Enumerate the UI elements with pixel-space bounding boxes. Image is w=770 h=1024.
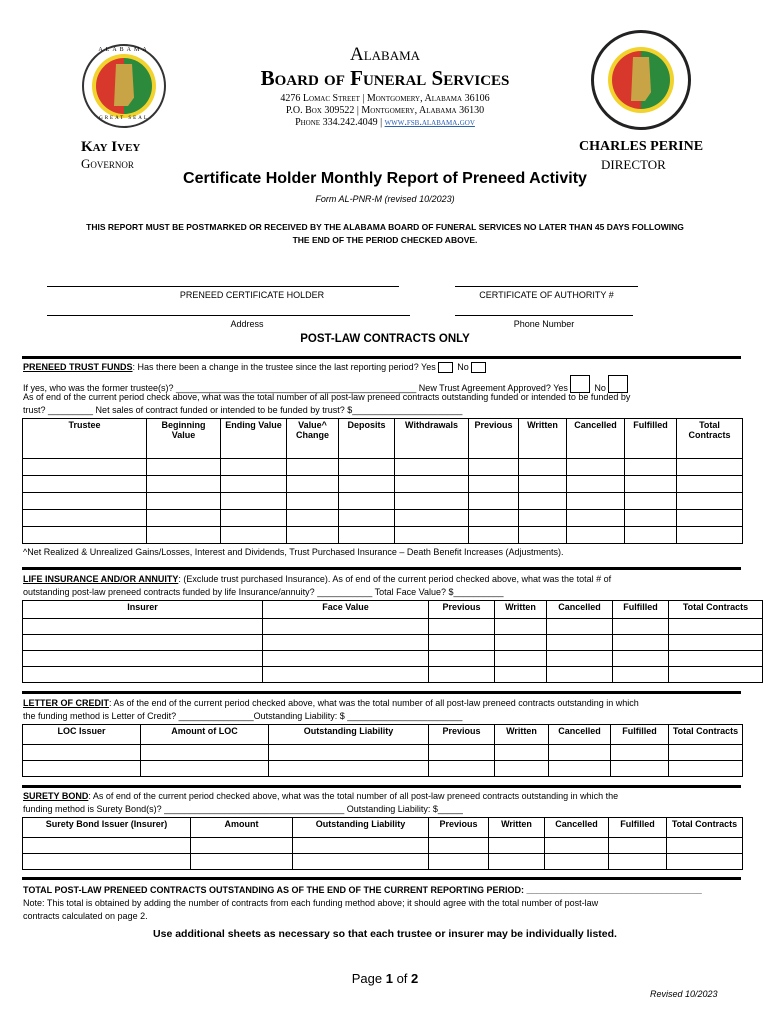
trust-q3: As of end of the current period check above, what was the total number of all post-law preneed contracts outstanding funded or intended to be funded by	[23, 392, 631, 402]
col-outstanding-liability: Outstanding Liability	[269, 725, 429, 745]
col-written: Written	[519, 419, 567, 459]
col-written: Written	[495, 601, 547, 619]
col-total-contracts: Total Contracts	[669, 725, 743, 745]
phone-input[interactable]	[455, 315, 633, 316]
phone-web-line	[230, 117, 540, 128]
trust-change-yes-checkbox[interactable]	[438, 362, 453, 373]
notice-line-1: THIS REPORT MUST BE POSTMARKED OR RECEIVED BY THE ALABAMA BOARD OF FUNERAL SERVICES NO LATER THAN 45 DAYS FOLLOWING	[86, 222, 684, 232]
col-written: Written	[489, 818, 545, 838]
col-withdrawals: Withdrawals	[395, 419, 469, 459]
life-label: LIFE INSURANCE AND/OR ANNUITY	[23, 574, 179, 584]
address-line-1: 4276 Lomac Street | Montgomery, Alabama 36106	[280, 93, 490, 104]
table-row[interactable]	[23, 476, 743, 493]
col-trustee: Trustee	[23, 419, 147, 459]
col-cancelled: Cancelled	[547, 601, 613, 619]
col-fulfilled: Fulfilled	[613, 601, 669, 619]
notice-line-2: THE END OF THE PERIOD CHECKED ABOVE.	[292, 235, 478, 245]
col-previous: Previous	[429, 601, 495, 619]
life-q2: outstanding post-law preneed contracts funded by life Insurance/annuity? ___________ Total Face Value? $__________	[23, 587, 504, 597]
page-current: 1	[385, 971, 393, 986]
phone-label: Phone Number	[513, 319, 575, 327]
life-question-1	[23, 574, 743, 584]
col-loc-issuer: LOC Issuer	[23, 725, 141, 745]
col-total-contracts: Total Contracts	[667, 818, 743, 838]
table-row[interactable]	[23, 510, 743, 527]
address-line-2: P.O. Box 309522 | Montgomery, Alabama 36130	[285, 105, 485, 116]
trust-label: PRENEED TRUST FUNDS	[23, 362, 133, 372]
trust-change-no-checkbox[interactable]	[471, 362, 486, 373]
trust-agreement-no-checkbox[interactable]	[608, 375, 628, 393]
address-label: Address	[230, 319, 264, 327]
holder-label: PRENEED CERTIFICATE HOLDER	[179, 290, 325, 300]
authority-input[interactable]	[455, 286, 638, 287]
table-row[interactable]	[23, 761, 743, 777]
col-amount: Amount	[191, 818, 293, 838]
page-of: of	[392, 971, 412, 986]
table-row[interactable]	[23, 619, 763, 635]
table-row[interactable]	[23, 527, 743, 544]
seal-top-text: ALABAMA	[98, 47, 150, 53]
trust-footnote: ^Net Realized & Unrealized Gains/Losses, Interest and Dividends, Trust Purchased Insurance – Death Benefit Increases (Adjustments).	[23, 547, 564, 557]
page-prefix: Page	[351, 971, 386, 986]
col-total-contracts: Total Contracts	[669, 601, 763, 619]
divider	[22, 356, 741, 359]
table-row[interactable]	[23, 493, 743, 510]
table-row[interactable]	[23, 854, 743, 870]
divider	[22, 785, 741, 788]
revised-date: Revised 10/2023	[650, 989, 718, 999]
col-surety-issuer: Surety Bond Issuer (Insurer)	[23, 818, 191, 838]
trust-agreement-no-label: No	[594, 383, 606, 393]
loc-label: LETTER OF CREDIT	[23, 698, 109, 708]
total-line: TOTAL POST-LAW PRENEED CONTRACTS OUTSTANDING AS OF THE END OF THE CURRENT REPORTING PERIOD: ___________________________________	[23, 885, 702, 895]
col-cancelled: Cancelled	[545, 818, 609, 838]
col-fulfilled: Fulfilled	[625, 419, 677, 459]
col-previous: Previous	[429, 818, 489, 838]
authority-label: CERTIFICATE OF AUTHORITY #	[479, 290, 614, 300]
board-heading: Board of Funeral Services	[260, 66, 510, 90]
surety-q2: funding method is Surety Bond(s)? ____________________________________ Outstanding Liability: $_____	[23, 804, 463, 814]
trust-q2: If yes, who was the former trustee(s)? ________________________________________________ New Trust Agreement Approved? Yes	[23, 383, 568, 393]
phone-text: Phone 334.242.4049 |	[295, 117, 383, 128]
governor-name: Kay Ivey	[81, 139, 141, 155]
col-value-change: Value^ Change	[287, 419, 339, 459]
divider	[22, 877, 741, 880]
trust-q1: : Has there been a change in the trustee since the last reporting period? Yes	[132, 362, 436, 372]
divider	[22, 567, 741, 570]
table-row[interactable]	[23, 745, 743, 761]
col-beginning-value: Beginning Value	[147, 419, 221, 459]
col-written: Written	[495, 725, 549, 745]
surety-label: SURETY BOND	[23, 791, 89, 801]
alabama-great-seal	[82, 44, 166, 128]
state-heading: Alabama	[349, 44, 421, 65]
table-row[interactable]	[23, 838, 743, 854]
trust-question-2	[23, 375, 743, 393]
director-title: DIRECTOR	[601, 157, 666, 172]
seal-bottom-text: GREAT SEAL	[99, 116, 149, 121]
note-line-2: contracts calculated on page 2.	[23, 911, 148, 921]
trust-q4: trust? _________ Net sales of contract funded or intended to be funded by trust? $______________________	[23, 405, 463, 415]
col-cancelled: Cancelled	[567, 419, 625, 459]
website-link[interactable]: www.fsb.alabama.gov	[384, 117, 475, 128]
loc-table	[22, 724, 743, 777]
col-total-contracts: Total Contracts	[677, 419, 743, 459]
col-fulfilled: Fulfilled	[609, 818, 667, 838]
life-q1: : (Exclude trust purchased Insurance). As of end of the current period checked above, what was the total # of	[178, 574, 612, 584]
page-title: Certificate Holder Monthly Report of Preneed Activity	[183, 170, 587, 187]
trust-question-1	[23, 362, 743, 373]
table-row[interactable]	[23, 635, 763, 651]
life-table	[22, 600, 763, 683]
table-row[interactable]	[23, 651, 763, 667]
loc-q2: the funding method is Letter of Credit? _______________Outstanding Liability: $ _______________________	[23, 711, 463, 721]
col-ending-value: Ending Value	[221, 419, 287, 459]
col-amount-of-loc: Amount of LOC	[141, 725, 269, 745]
additional-sheets-note: Use additional sheets as necessary so that each trustee or insurer may be individually listed.	[153, 928, 617, 940]
col-fulfilled: Fulfilled	[611, 725, 669, 745]
director-name: CHARLES PERINE	[579, 139, 704, 154]
address-input[interactable]	[47, 315, 410, 316]
col-previous: Previous	[429, 725, 495, 745]
surety-table	[22, 817, 743, 870]
col-outstanding-liability: Outstanding Liability	[293, 818, 429, 838]
form-id: Form AL-PNR-M (revised 10/2023)	[315, 194, 455, 204]
table-row[interactable]	[23, 459, 743, 476]
page-number	[300, 971, 470, 986]
holder-input[interactable]	[47, 286, 399, 287]
postlaw-heading: POST-LAW CONTRACTS ONLY	[300, 333, 470, 345]
trust-no-label: No	[457, 362, 469, 372]
table-row[interactable]	[23, 667, 763, 683]
page-total: 2	[411, 971, 419, 986]
trust-agreement-yes-checkbox[interactable]	[570, 375, 590, 393]
trust-table	[22, 418, 743, 544]
loc-q1: : As of the end of the current period checked above, what was the total number of all post-law preneed contracts outstanding in which	[109, 698, 639, 708]
col-cancelled: Cancelled	[549, 725, 611, 745]
col-insurer: Insurer	[23, 601, 263, 619]
col-deposits: Deposits	[339, 419, 395, 459]
col-previous: Previous	[469, 419, 519, 459]
governor-title: Governor	[81, 156, 134, 171]
divider	[22, 691, 741, 694]
surety-q1: : As of end of the current period checked above, what was the total number of all post-law preneed contracts outstanding in which the	[88, 791, 619, 801]
surety-question-1	[23, 791, 743, 801]
loc-question-1	[23, 698, 743, 708]
board-seal	[591, 30, 691, 130]
col-face-value: Face Value	[263, 601, 429, 619]
note-line-1: Note: This total is obtained by adding the number of contracts from each funding method above; it should agree with the total number of post-law	[23, 898, 599, 908]
